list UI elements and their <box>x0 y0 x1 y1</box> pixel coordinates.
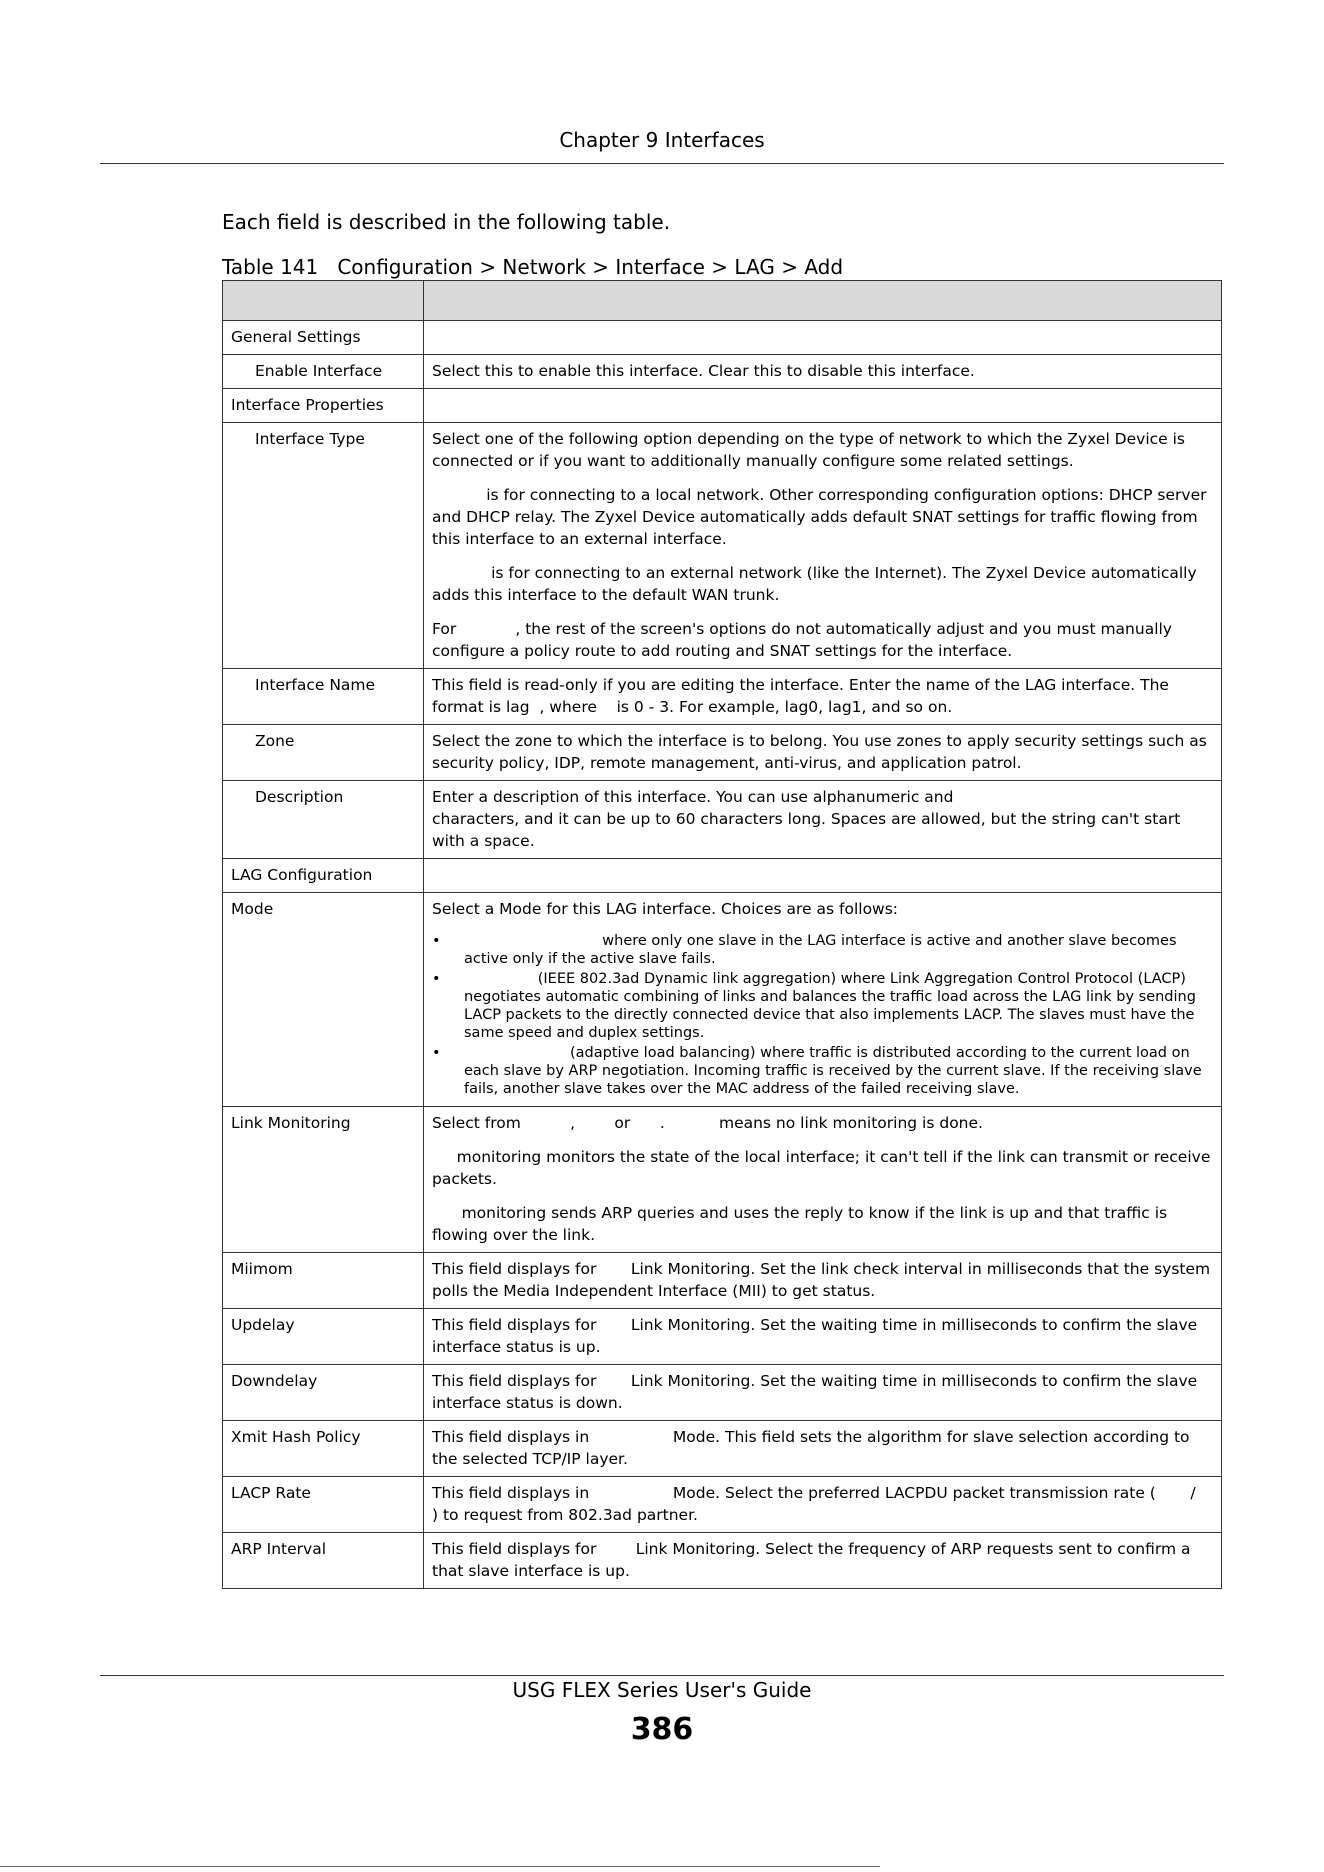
field-description <box>424 1421 1222 1477</box>
field-description <box>424 1253 1222 1309</box>
section-label: General Settings <box>223 321 424 355</box>
header-cell-description <box>424 281 1222 321</box>
table-row <box>223 1309 1222 1365</box>
field-description <box>424 781 1222 859</box>
section-label: LAG Configuration <box>223 859 424 893</box>
mode-list <box>432 932 1213 1098</box>
field-label: Xmit Hash Policy <box>223 1421 424 1477</box>
description-paragraph: This field displays for Link Monitoring. Set the waiting time in milliseconds to confirm the slave interface status is down. <box>432 1372 1203 1412</box>
description-paragraph: Select one of the following option depending on the type of network to which the Zyxel Device is connected or if you want to additionally manually configure some related settings. <box>432 430 1190 470</box>
field-label: Zone <box>223 725 424 781</box>
table-row <box>223 1477 1222 1533</box>
description-paragraph: This field displays in Mode. Select the preferred LACPDU packet transmission rate ( / ) to request from 802.3ad partner. <box>432 1484 1221 1524</box>
description-paragraph: Select this to enable this interface. Clear this to disable this interface. <box>432 362 975 380</box>
field-description <box>424 669 1222 725</box>
field-label: Downdelay <box>223 1365 424 1421</box>
field-description-table <box>222 280 1222 1589</box>
field-label: Mode <box>223 893 424 1107</box>
table-row <box>223 1421 1222 1477</box>
field-label: Updelay <box>223 1309 424 1365</box>
field-label: Miimom <box>223 1253 424 1309</box>
field-label: Interface Name <box>223 669 424 725</box>
table-row <box>223 893 1222 1107</box>
field-description <box>424 725 1222 781</box>
table-row <box>223 669 1222 725</box>
description-paragraph: monitoring monitors the state of the local interface; it can't tell if the link can transmit or receive packets. <box>432 1148 1216 1188</box>
field-description <box>424 423 1222 669</box>
field-description <box>424 321 1222 355</box>
table-row <box>223 1253 1222 1309</box>
table-row <box>223 423 1222 669</box>
description-paragraph: monitoring sends ARP queries and uses the reply to know if the link is up and that traffic is flowing over the link. <box>432 1204 1173 1244</box>
field-label: Link Monitoring <box>223 1107 424 1253</box>
description-paragraph: This field displays for Link Monitoring. Set the link check interval in milliseconds that the system polls the Media Independent Interface (MII) to get status. <box>432 1260 1216 1300</box>
field-label: LACP Rate <box>223 1477 424 1533</box>
description-paragraph: Enter a description of this interface. You can use alphanumeric and characters, and it can be up to 60 characters long. Spaces are allowed, but the string can't start with a space. <box>432 788 1181 850</box>
description-paragraph: This field displays for Link Monitoring. Set the waiting time in milliseconds to confirm the slave interface status is up. <box>432 1316 1203 1356</box>
field-description <box>424 1365 1222 1421</box>
table-row <box>223 859 1222 893</box>
field-label: Description <box>223 781 424 859</box>
mode-list-item: • (IEEE 802.3ad Dynamic link aggregation) where Link Aggregation Control Protocol (LACP) negotiates automatic combining of links and balances the traffic load across the LAG link by sending LACP packets to the directly connected device that also implements LACP. The slaves must have the same speed and duplex settings. <box>432 970 1213 1042</box>
table-row <box>223 1365 1222 1421</box>
header-rule <box>100 163 1224 164</box>
field-description <box>424 1309 1222 1365</box>
description-paragraph: This field displays for Link Monitoring. Select the frequency of ARP requests sent to confirm a that slave interface is up. <box>432 1540 1196 1580</box>
footer-rule <box>100 1675 1224 1676</box>
chapter-title: Chapter 9 Interfaces <box>559 128 765 152</box>
header-cell-label <box>223 281 424 321</box>
description-paragraph: is for connecting to a local network. Other corresponding configuration options: DHCP server and DHCP relay. The Zyxel Device automatically adds default SNAT settings for traffic flowing from this interface to an external interface. <box>432 486 1212 548</box>
page-number: 386 <box>630 1712 694 1747</box>
description-paragraph: This field displays in Mode. This field sets the algorithm for slave selection according to the selected TCP/IP layer. <box>432 1428 1195 1468</box>
field-label: ARP Interval <box>223 1533 424 1589</box>
field-description <box>424 389 1222 423</box>
description-paragraph: For , the rest of the screen's options do not automatically adjust and you must manually configure a policy route to add routing and SNAT settings for the interface. <box>432 620 1177 660</box>
description-paragraph: Select from , or . means no link monitoring is done. <box>432 1114 983 1132</box>
field-description <box>424 1533 1222 1589</box>
intro-text: Each field is described in the following table. <box>222 210 671 234</box>
field-description <box>424 355 1222 389</box>
description-paragraph: This field is read-only if you are editing the interface. Enter the name of the LAG interface. The format is lag , where is 0 - 3. For example, lag0, lag1, and so on. <box>432 676 1174 716</box>
table-row <box>223 321 1222 355</box>
mode-list-item: • (adaptive load balancing) where traffic is distributed according to the current load on each slave by ARP negotiation. Incoming traffic is received by the current slave. If the receiving slave fails, another slave takes over the MAC address of the failed receiving slave. <box>432 1044 1213 1098</box>
field-description <box>424 859 1222 893</box>
field-label: Enable Interface <box>223 355 424 389</box>
description-paragraph: Select the zone to which the interface is to belong. You use zones to apply security settings such as security policy, IDP, remote management, anti-virus, and application patrol. <box>432 732 1212 772</box>
table-row <box>223 1533 1222 1589</box>
table-row <box>223 781 1222 859</box>
field-description <box>424 893 1222 1107</box>
table-row <box>223 725 1222 781</box>
mode-list-item: • where only one slave in the LAG interface is active and another slave becomes active only if the active slave fails. <box>432 932 1213 968</box>
field-label: Interface Type <box>223 423 424 669</box>
field-description <box>424 1477 1222 1533</box>
table-row <box>223 389 1222 423</box>
table-row <box>223 355 1222 389</box>
table-row <box>223 1107 1222 1253</box>
description-paragraph: is for connecting to an external network (like the Internet). The Zyxel Device automatically adds this interface to the default WAN trunk. <box>432 564 1202 604</box>
table-caption: Table 141 Configuration > Network > Interface > LAG > Add <box>222 255 844 279</box>
field-description <box>424 1107 1222 1253</box>
table-header-row <box>223 281 1222 321</box>
description-paragraph: Select a Mode for this LAG interface. Choices are as follows: <box>432 900 899 918</box>
section-label: Interface Properties <box>223 389 424 423</box>
bottom-rule <box>0 1866 880 1867</box>
guide-title: USG FLEX Series User's Guide <box>512 1678 812 1702</box>
